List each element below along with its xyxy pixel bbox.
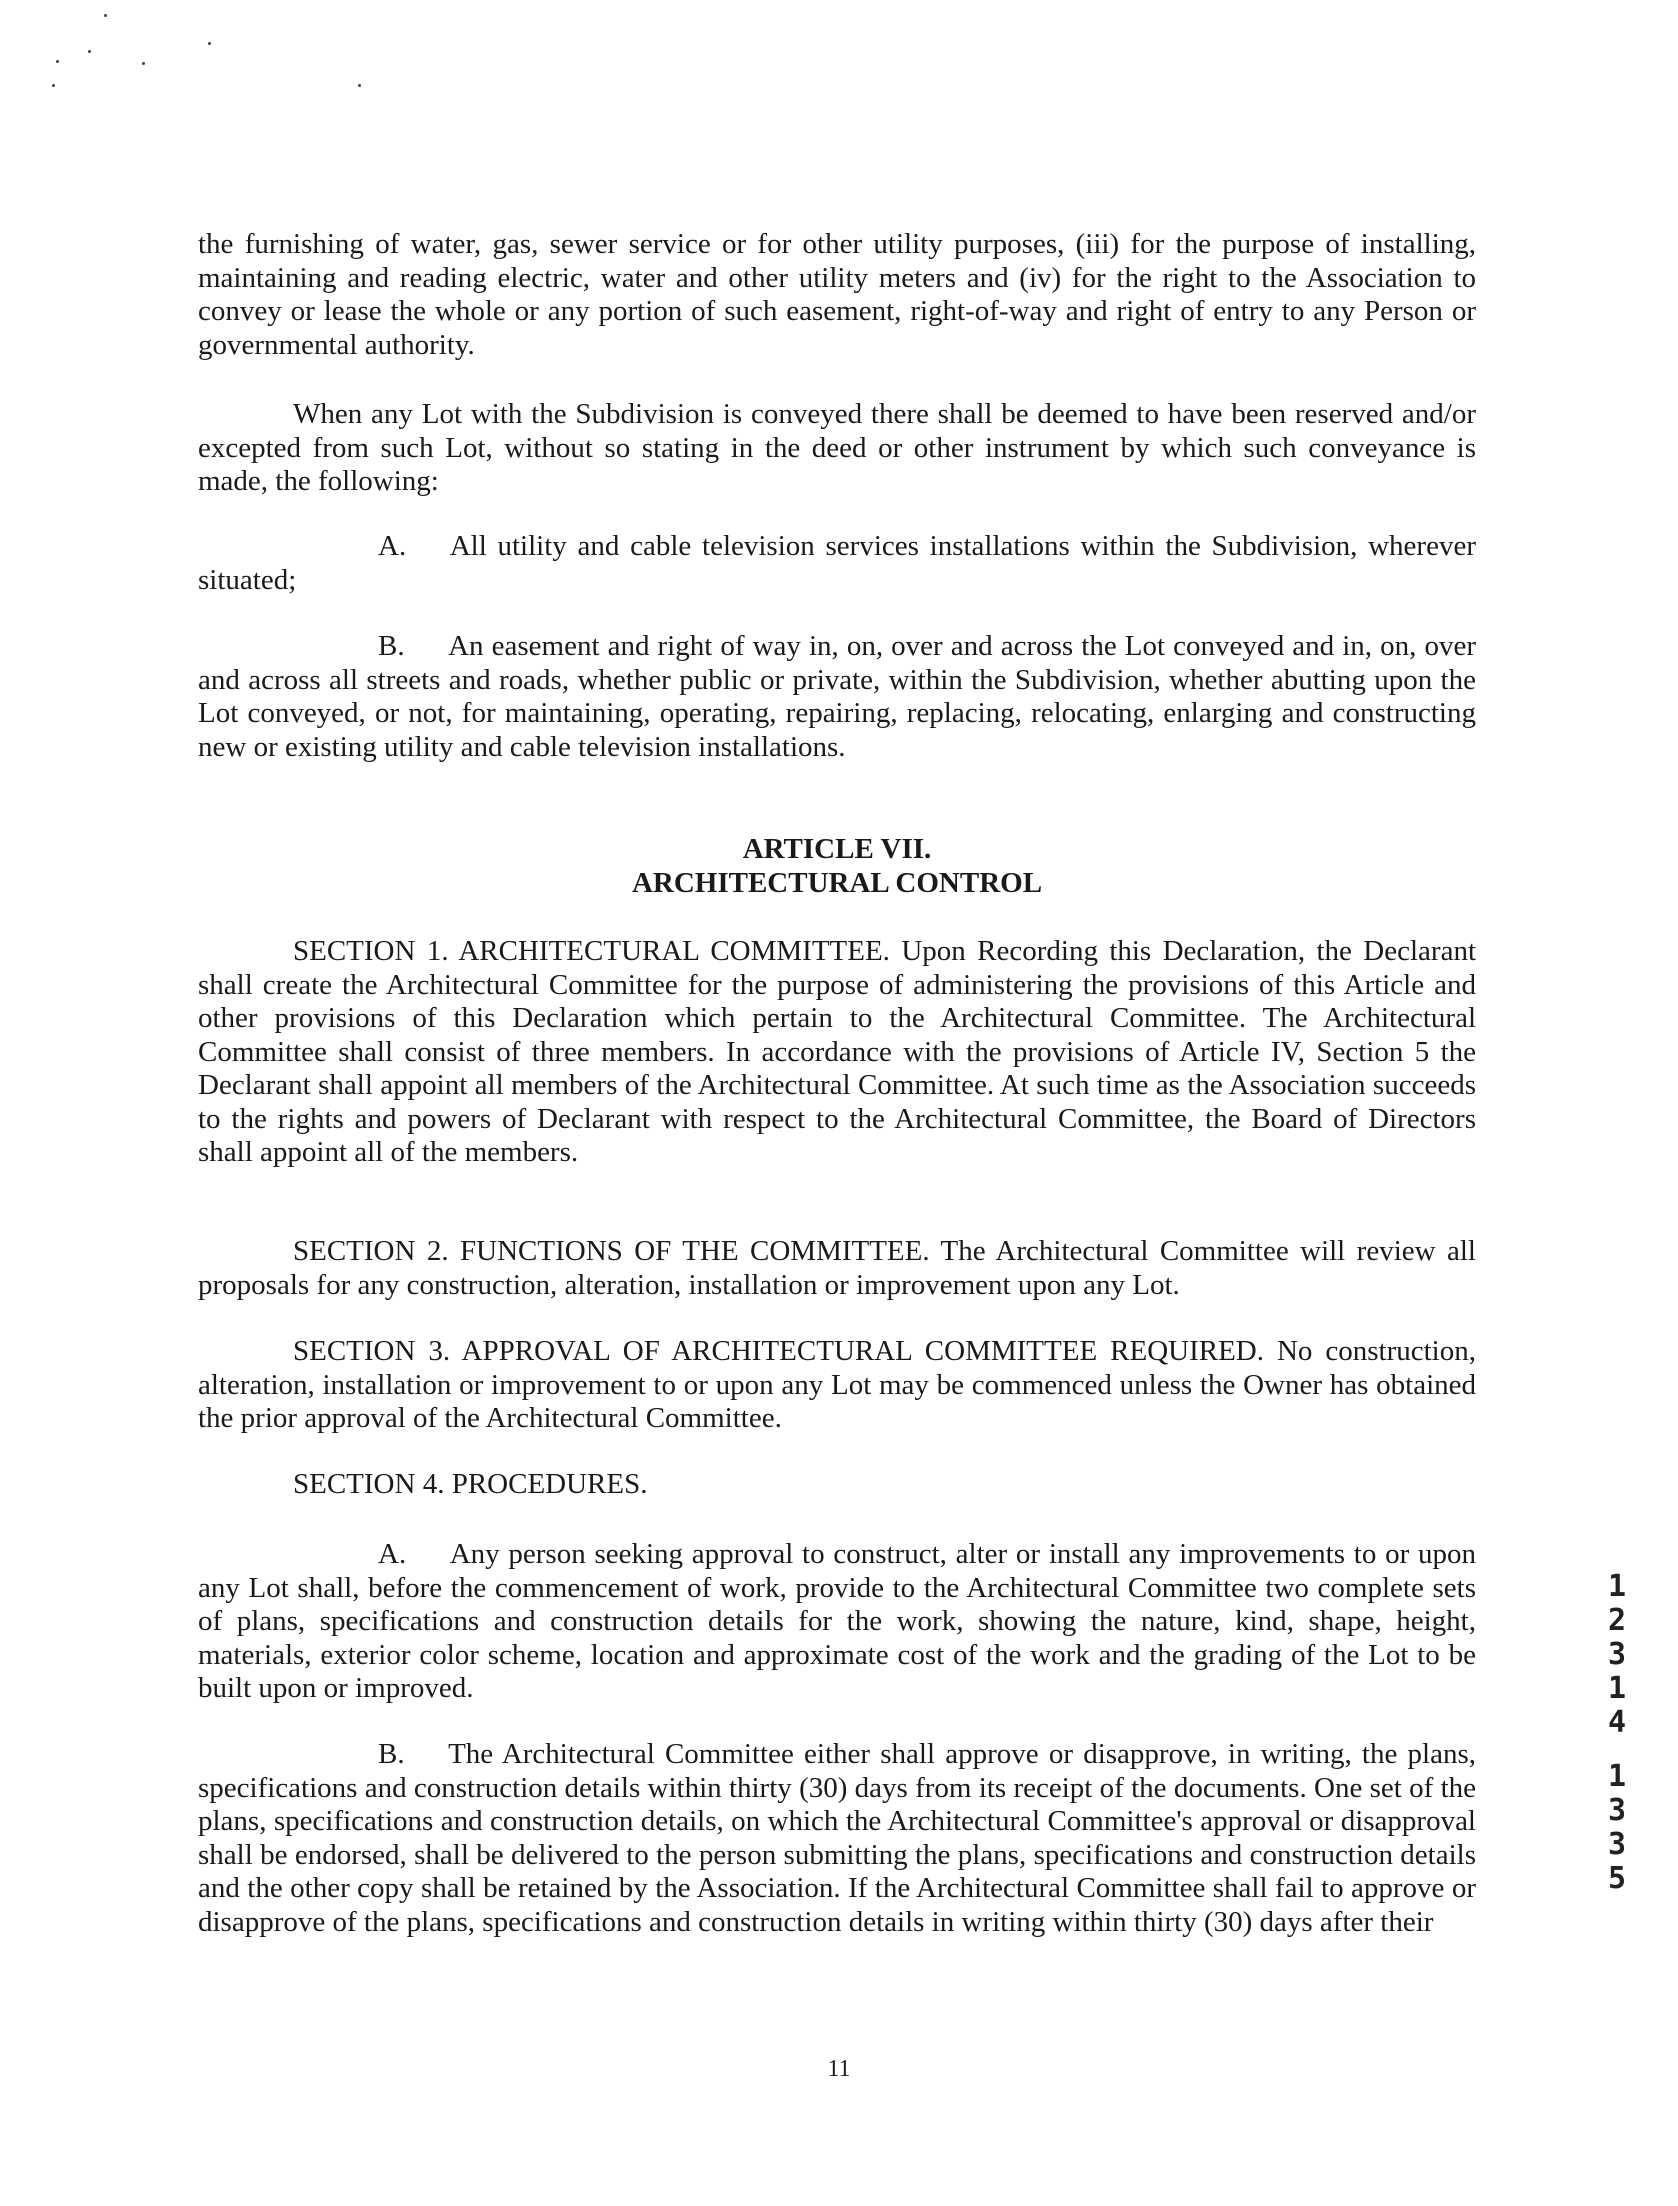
stamp-digit: 4 bbox=[1608, 1705, 1627, 1740]
stamp-digit: 1 bbox=[1608, 1671, 1627, 1706]
stamp-digit: 3 bbox=[1608, 1637, 1627, 1672]
section-3-approval-required: SECTION 3. APPROVAL OF ARCHITECTURAL COMMITTEE REQUIRED. No construction, alteration, installation or improvement to or upon any Lot may be commenced unless the Owner has obtained the prior approval of the Architectural Committee. bbox=[198, 1335, 1476, 1434]
scan-speck bbox=[52, 84, 55, 87]
paragraph-lot-conveyance: When any Lot with the Subdivision is conveyed there shall be deemed to have been reserved and/or excepted from such Lot, without so stating in the deed or other instrument by which such conveyance is made, the following: bbox=[198, 398, 1476, 497]
scan-speck bbox=[358, 84, 361, 87]
paragraph-item-a-utility: A. All utility and cable television services installations within the Subdivision, wherever situated; bbox=[198, 530, 1476, 596]
stamp-digit: 3 bbox=[1608, 1827, 1627, 1862]
scan-speck bbox=[208, 42, 211, 45]
scan-speck bbox=[56, 60, 59, 63]
section-4-item-b: B. The Architectural Committee either shall approve or disapprove, in writing, the plans, specifications and construction details within thirty (30) days from its receipt of the documents. One set of the plans, specifications and construction details, on which the Architectural Committee's approval or disapproval shall be endorsed, shall be delivered to the person submitting the plans, specifications and construction details and the other copy shall be retained by the Association. If the Architectural Committee shall fail to approve or disapprove of the plans, specifications and construction details in writing within thirty (30) days after their bbox=[198, 1738, 1476, 1938]
stamp-digit: 3 bbox=[1608, 1793, 1627, 1828]
article-title: ARCHITECTURAL CONTROL bbox=[631, 867, 1043, 899]
margin-stamp-lower bbox=[1608, 1760, 1626, 1896]
margin-stamp-upper bbox=[1608, 1570, 1626, 1740]
stamp-digit: 2 bbox=[1608, 1603, 1627, 1638]
paragraph-item-b-easement: B. An easement and right of way in, on, over and across the Lot conveyed and in, on, over and across all streets and roads, whether public or private, within the Subdivision, whether abutting upon the Lot conveyed, or not, for maintaining, operating, repairing, replacing, relocating, enlarging and constructing new or existing utility and cable television installations. bbox=[198, 630, 1476, 763]
stamp-digit: 1 bbox=[1608, 1759, 1627, 1794]
scan-speck bbox=[142, 62, 145, 65]
stamp-digit: 5 bbox=[1608, 1861, 1627, 1896]
section-4-procedures: SECTION 4. PROCEDURES. bbox=[293, 1468, 648, 1500]
scan-speck bbox=[104, 14, 107, 17]
scan-speck bbox=[88, 50, 91, 53]
section-4-item-a: A. Any person seeking approval to construct, alter or install any improvements to or upon any Lot shall, before the commencement of work, provide to the Architectural Committee two complete sets of plans, specifications and construction details for the work, showing the nature, kind, shape, height, materials, exterior color scheme, location and approximate cost of the work and the grading of the Lot to be built upon or improved. bbox=[198, 1538, 1476, 1704]
article-number: ARTICLE VII. bbox=[742, 833, 932, 865]
section-2-functions: SECTION 2. FUNCTIONS OF THE COMMITTEE. The Architectural Committee will review all proposals for any construction, alteration, installation or improvement upon any Lot. bbox=[198, 1235, 1476, 1301]
page-number: 11 bbox=[827, 2056, 851, 2082]
stamp-digit: 1 bbox=[1608, 1569, 1627, 1604]
section-1-architectural-committee: SECTION 1. ARCHITECTURAL COMMITTEE. Upon Recording this Declaration, the Declarant shall create the Architectural Committee for the purpose of administering the provisions of this Article and other provisions of this Declaration which pertain to the Architectural Committee. The Architectural Committee shall consist of three members. In accordance with the provisions of Article IV, Section 5 the Declarant shall appoint all members of the Architectural Committee. At such time as the Association succeeds to the rights and powers of Declarant with respect to the Architectural Committee, the Board of Directors shall appoint all of the members. bbox=[198, 935, 1476, 1168]
paragraph-utility-purposes: the furnishing of water, gas, sewer service or for other utility purposes, (iii) for the purpose of installing, maintaining and reading electric, water and other utility meters and (iv) for the right to the Association to convey or lease the whole or any portion of such easement, right-of-way and right of entry to any Person or governmental authority. bbox=[198, 228, 1476, 361]
